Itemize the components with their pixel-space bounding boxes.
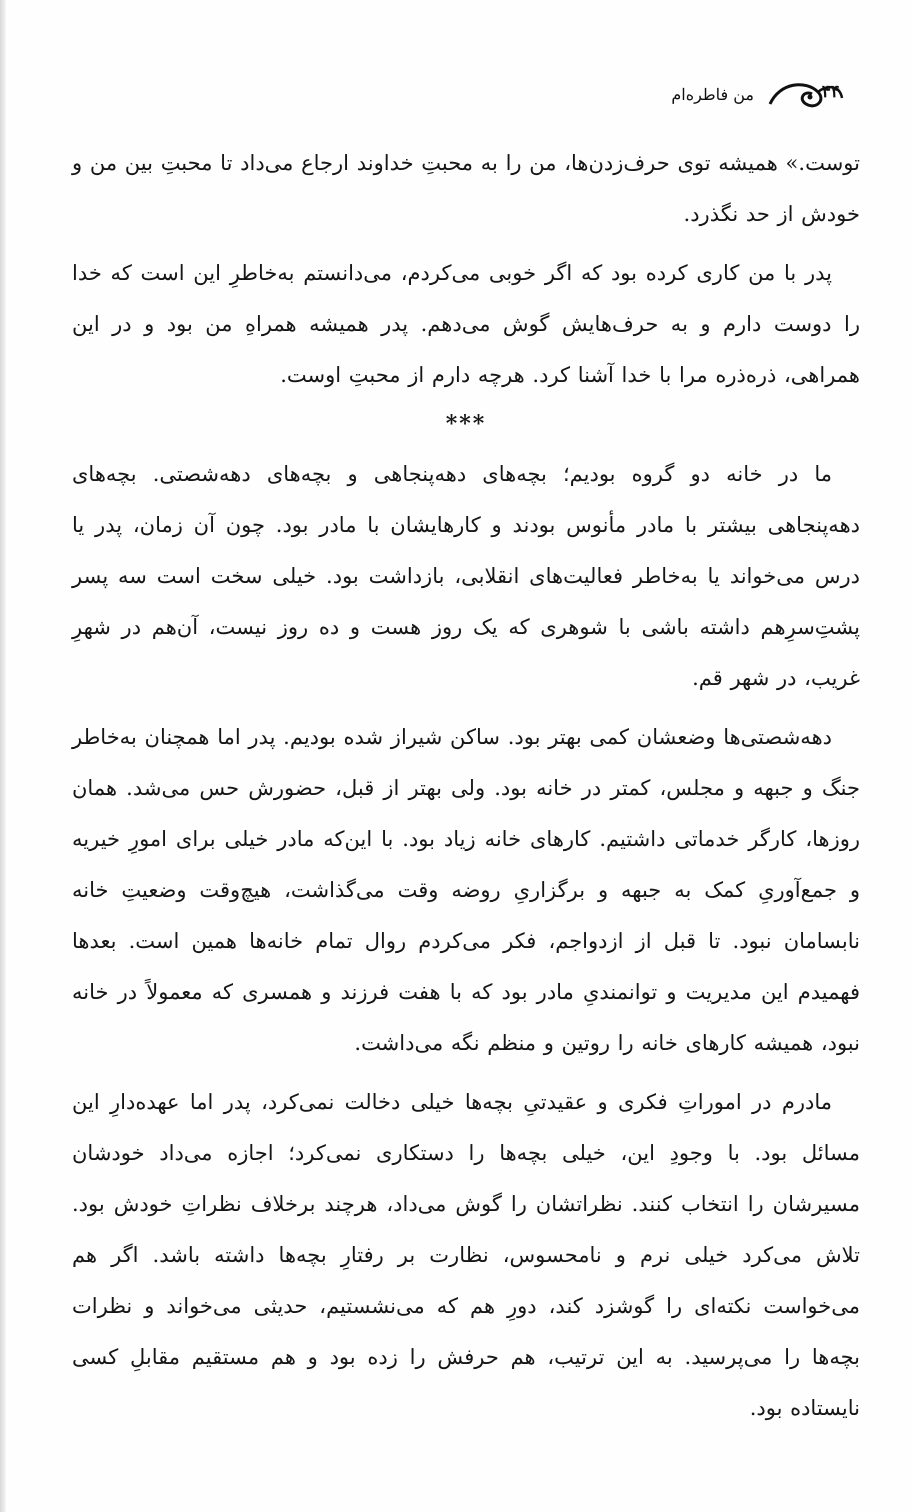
paragraph: مادرم در اموراتِ فکری و عقیدتیِ بچه‌ها خیلی دخالت نمی‌کرد، پدر اما عهده‌دارِ این مسائل بود. با وجودِ این، خیلی بچه‌ها را دستکاری نمی‌کرد؛ اجازه می‌داد خودشان مسیرشان را انتخاب کنند. نظراتشان را گوش می‌داد، هرچند برخلاف نظراتِ خودش بود. تلاش می‌کرد خیلی نرم و نامحسوس، نظارت بر رفتارِ بچه‌ها داشته باشد. اگر هم می‌خواست نکته‌ای را گوشزد کند، دورِ هم که می‌نشستیم، حدیثی می‌خواند و نظرات بچه‌ها را می‌پرسید. به این ترتیب، هم حرفش را زده بود و هم مستقیم مقابلِ کسی نایستاده بود.: [72, 1090, 860, 1420]
page-header: [66, 74, 846, 114]
body-text: [72, 138, 860, 1442]
paragraph: پدر با من کاری کرده بود که اگر خوبی می‌کردم، می‌دانستم به‌خاطرِ این است که خدا را دوست دارم و به حرف‌هایش گوش می‌دهم. پدر همیشه همراهِ من بود و در این همراهی، ذره‌ذره مرا با خدا آشنا کرد. هرچه دارم از محبتِ اوست.: [72, 261, 860, 387]
page-edge-shadow: [0, 0, 6, 1512]
paragraph: ما در خانه دو گروه بودیم؛ بچه‌های دهه‌پنجاهی و بچه‌های دهه‌شصتی. بچه‌های دهه‌پنجاهی بیشتر با مادر مأنوس بودند و کارهایشان با مادر بود. چون آن زمان، پدر یا درس می‌خواند یا به‌خاطر فعالیت‌های انقلابی، بازداشت بود. خیلی سخت است سه پسر پشتِ‌سرِهم داشته باشی با شوهری که یک روز هست و ده روز نیست، آن‌هم در شهرِ غریب، در شهر قم.: [72, 462, 860, 690]
running-title: من فاطره‌ام: [671, 85, 754, 104]
page-number: ۴۴: [821, 82, 840, 102]
paragraph: توست.» همیشه توی حرف‌زدن‌ها، من را به محبتِ خداوند ارجاع می‌داد تا محبتِ بین من و خودش از حد نگذرد.: [72, 151, 860, 226]
section-break: ***: [445, 411, 487, 437]
paragraph: دهه‌شصتی‌ها وضعشان کمی بهتر بود. ساکن شیراز شده بودیم. پدر اما همچنان به‌خاطر جنگ و جبهه و مجلس، کمتر در خانه بود. ولی بهتر از قبل، حضورش حس می‌شد. همان روزها، کارگر خدماتی داشتیم. کارهای خانه زیاد بود. با این‌که مادر خیلی برای امورِ خیریه و جمع‌آوریِ کمک به جبهه و برگزاریِ روضه وقت می‌گذاشت، هیچ‌وقت وضعیتِ خانه نابسامان نبود. تا قبل از ازدواجم، فکر می‌کردم روال تمام خانه‌ها همین است. بعدها فهمیدم این مدیریت و توانمندیِ مادر بود که با هفت فرزند و همسری که معمولاً در خانه نبود، همیشه کارهای خانه را روتین و منظم نگه می‌داشت.: [72, 725, 860, 1055]
